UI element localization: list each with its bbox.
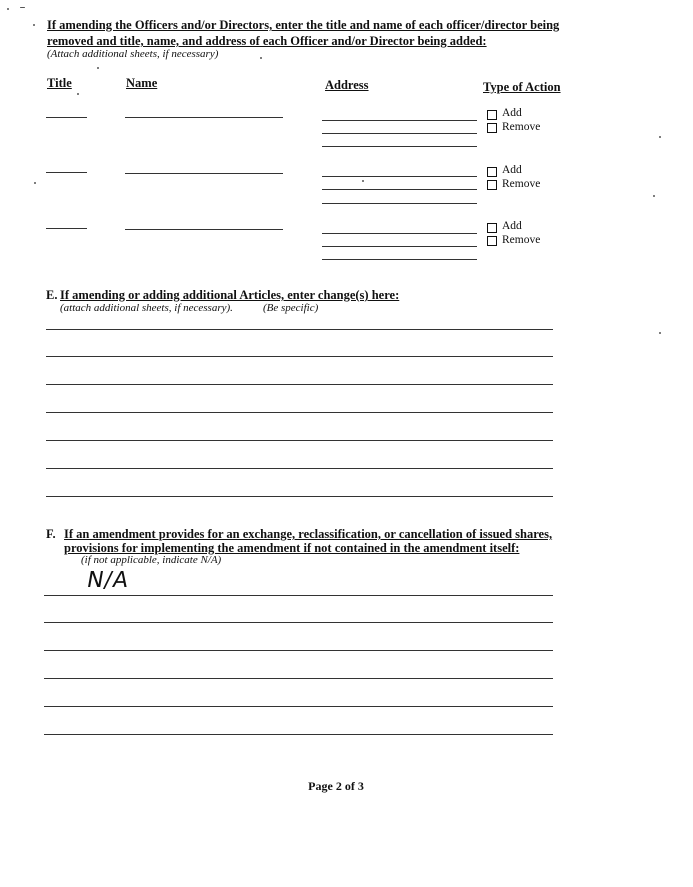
section-e-answer-line[interactable]	[46, 384, 553, 385]
section-f-answer-line[interactable]	[44, 734, 553, 735]
section-e-note-specific: (Be specific)	[263, 302, 319, 314]
address-field-3-line2[interactable]	[322, 246, 477, 247]
scan-speck	[20, 7, 25, 8]
column-header-type-of-action: Type of Action	[483, 80, 561, 94]
add-checkbox-1[interactable]	[487, 110, 497, 120]
section-f-answer-line[interactable]	[44, 622, 553, 623]
remove-label-2: Remove	[502, 178, 541, 190]
remove-checkbox-3[interactable]	[487, 236, 497, 246]
section-d-note: (Attach additional sheets, if necessary)	[47, 48, 219, 60]
add-label-2: Add	[502, 164, 522, 176]
address-field-3-line1[interactable]	[322, 233, 477, 234]
remove-label-1: Remove	[502, 121, 541, 133]
section-d-instruction-line1: If amending the Officers and/or Directors, enter the title and name of each officer/director being	[47, 18, 560, 32]
title-field-1[interactable]	[46, 117, 87, 118]
add-label-3: Add	[502, 220, 522, 232]
section-e-answer-line[interactable]	[46, 329, 553, 330]
section-f-letter: F.	[46, 527, 56, 541]
address-field-1-line3[interactable]	[322, 146, 477, 147]
scan-speck	[97, 67, 99, 69]
scan-speck	[260, 57, 262, 59]
add-checkbox-2[interactable]	[487, 167, 497, 177]
name-field-2[interactable]	[125, 173, 283, 174]
scan-speck	[77, 93, 79, 95]
column-header-title: Title	[47, 76, 72, 90]
title-field-3[interactable]	[46, 228, 87, 229]
section-f-answer-line[interactable]	[44, 678, 553, 679]
address-field-3-line3[interactable]	[322, 259, 477, 260]
column-header-name: Name	[126, 76, 158, 90]
section-f-answer-line[interactable]	[44, 650, 553, 651]
section-f-note: (if not applicable, indicate N/A)	[81, 554, 222, 566]
remove-label-3: Remove	[502, 234, 541, 246]
scan-speck	[33, 24, 35, 26]
section-e-letter: E.	[46, 288, 58, 302]
scan-speck	[653, 195, 655, 197]
column-header-address: Address	[325, 78, 369, 92]
section-f-answer-line[interactable]	[44, 706, 553, 707]
section-e-answer-line[interactable]	[46, 440, 553, 441]
section-e-answer-line[interactable]	[46, 356, 553, 357]
remove-checkbox-1[interactable]	[487, 123, 497, 133]
scan-speck	[362, 180, 364, 182]
page-number: Page 2 of 3	[308, 779, 364, 793]
section-e-answer-line[interactable]	[46, 496, 553, 497]
section-d-instruction-line2: removed and title, name, and address of each Officer and/or Director being added:	[47, 34, 487, 48]
section-e-note: (attach additional sheets, if necessary).	[60, 302, 233, 314]
scan-speck	[659, 136, 661, 138]
add-label-1: Add	[502, 107, 522, 119]
scan-speck	[34, 182, 36, 184]
title-field-2[interactable]	[46, 172, 87, 173]
address-field-2-line3[interactable]	[322, 203, 477, 204]
remove-checkbox-2[interactable]	[487, 180, 497, 190]
name-field-3[interactable]	[125, 229, 283, 230]
scan-speck	[7, 8, 9, 10]
section-f-heading-line1: If an amendment provides for an exchange, reclassification, or cancellation of issued shares,	[64, 527, 553, 541]
scan-speck	[659, 332, 661, 334]
add-checkbox-3[interactable]	[487, 223, 497, 233]
section-f-answer-line[interactable]	[44, 595, 553, 596]
section-f-heading-line2: provisions for implementing the amendment if not contained in the amendment itself:	[64, 541, 520, 555]
address-field-1-line2[interactable]	[322, 133, 477, 134]
handwritten-answer: N/A	[84, 568, 132, 593]
section-e-answer-line[interactable]	[46, 468, 553, 469]
name-field-1[interactable]	[125, 117, 283, 118]
address-field-2-line1[interactable]	[322, 176, 477, 177]
section-e-heading: If amending or adding additional Articles, enter change(s) here:	[60, 288, 400, 302]
section-e-answer-line[interactable]	[46, 412, 553, 413]
address-field-1-line1[interactable]	[322, 120, 477, 121]
address-field-2-line2[interactable]	[322, 189, 477, 190]
